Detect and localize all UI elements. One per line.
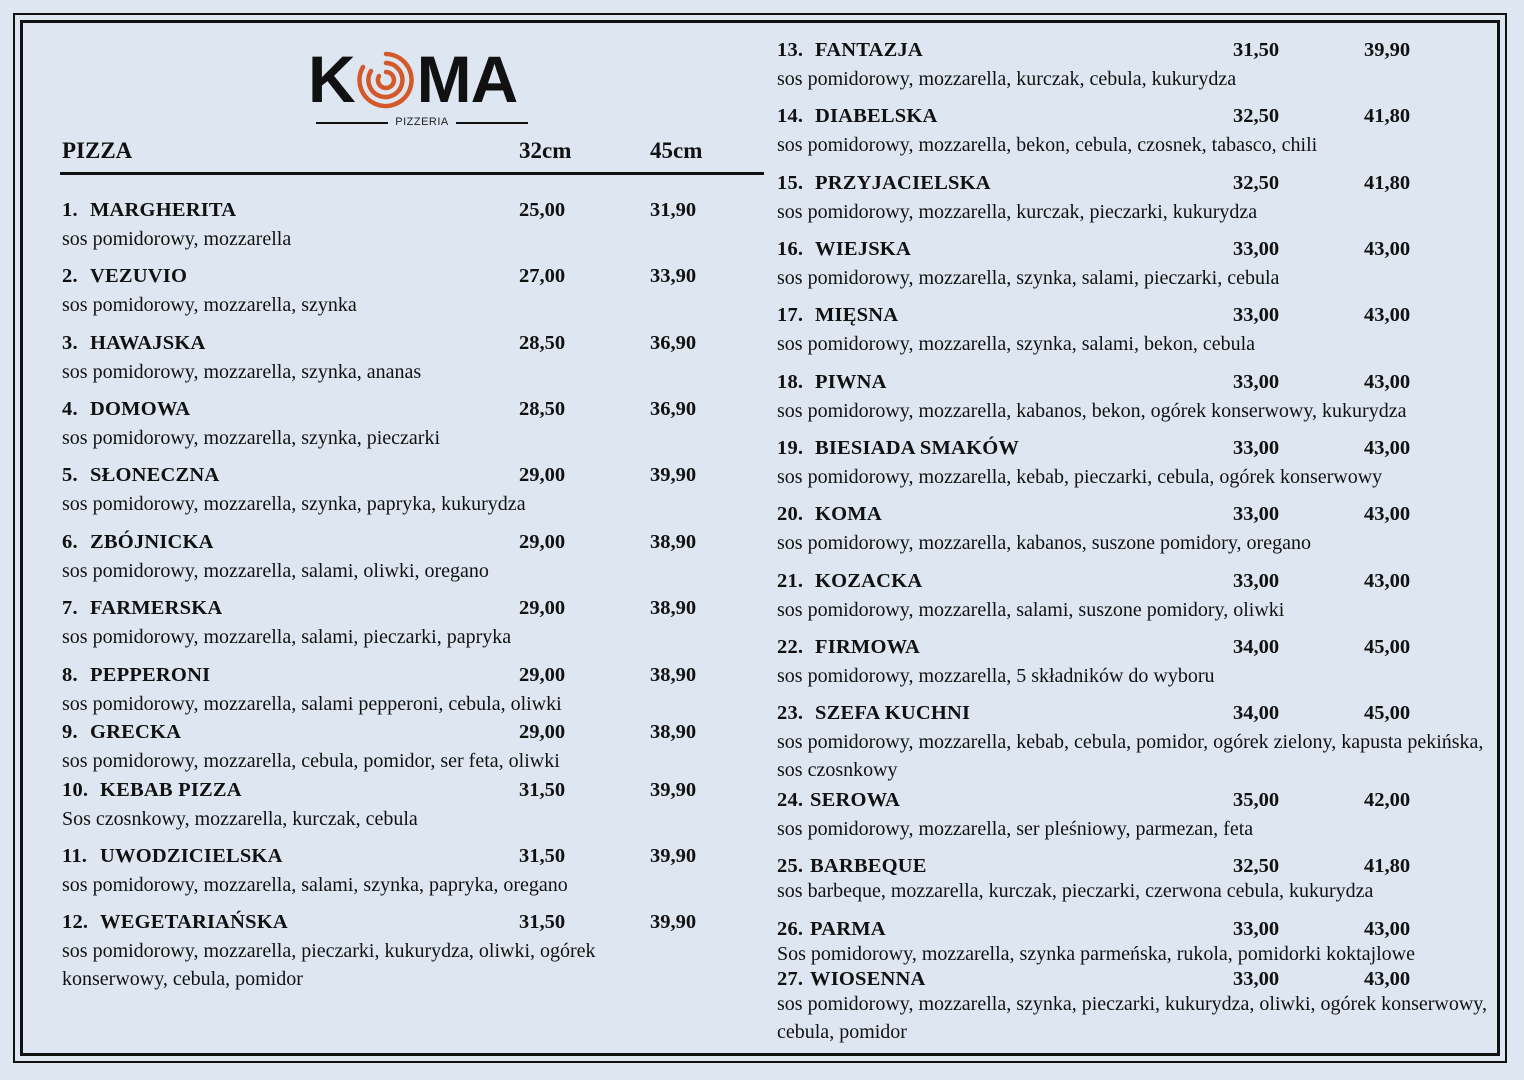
- price-32cm: 25,00: [519, 199, 566, 221]
- item-ingredients: sos pomidorowy, mozzarella, salami pepperoni, cebula, oliwki: [62, 693, 562, 715]
- item-number: 4.: [62, 398, 78, 420]
- item-number: 10.: [62, 779, 89, 801]
- item-number: 11.: [62, 845, 88, 867]
- item-name: GRECKA: [90, 721, 182, 743]
- item-number: 9.: [62, 721, 78, 743]
- logo-subtitle: PIZZERIA: [316, 116, 528, 128]
- item-name: BARBEQUE: [810, 855, 927, 877]
- price-32cm: 29,00: [519, 597, 566, 619]
- price-45cm: 33,90: [650, 265, 697, 287]
- item-name: KOZACKA: [815, 570, 923, 592]
- logo-letters-ma: MA: [416, 42, 518, 116]
- price-32cm: 28,50: [519, 398, 566, 420]
- item-number: 8.: [62, 664, 78, 686]
- price-32cm: 34,00: [1233, 702, 1280, 724]
- price-32cm: 33,00: [1233, 570, 1280, 592]
- price-45cm: 39,90: [650, 464, 697, 486]
- price-32cm: 31,50: [519, 845, 566, 867]
- price-32cm: 29,00: [519, 664, 566, 686]
- item-name: FANTAZJA: [815, 39, 923, 61]
- price-45cm: 39,90: [650, 911, 697, 933]
- price-45cm: 39,90: [1364, 39, 1411, 61]
- price-45cm: 38,90: [650, 721, 697, 743]
- price-45cm: 43,00: [1364, 437, 1411, 459]
- price-45cm: 43,00: [1364, 503, 1411, 525]
- item-number: 14.: [777, 105, 804, 127]
- item-ingredients: sos pomidorowy, mozzarella, kurczak, cebula, kukurydza: [777, 68, 1237, 90]
- price-45cm: 39,90: [650, 845, 697, 867]
- item-number: 7.: [62, 597, 78, 619]
- price-32cm: 35,00: [1233, 789, 1280, 811]
- price-45cm: 38,90: [650, 531, 697, 553]
- item-name: WEGETARIAŃSKA: [100, 911, 288, 933]
- price-32cm: 27,00: [519, 265, 566, 287]
- item-number: 20.: [777, 503, 804, 525]
- price-32cm: 33,00: [1233, 503, 1280, 525]
- price-32cm: 32,50: [1233, 105, 1280, 127]
- item-ingredients: sos pomidorowy, mozzarella, salami, oliwki, oregano: [62, 560, 489, 582]
- item-name: ZBÓJNICKA: [90, 531, 214, 553]
- logo-spiral-o-icon: [355, 49, 417, 111]
- price-45cm: 36,90: [650, 398, 697, 420]
- item-name: BIESIADA SMAKÓW: [815, 437, 1020, 459]
- item-ingredients: sos pomidorowy, mozzarella, szynka: [62, 294, 357, 316]
- item-ingredients: sos pomidorowy, mozzarella, bekon, cebula, czosnek, tabasco, chili: [777, 134, 1318, 156]
- item-number: 5.: [62, 464, 78, 486]
- item-ingredients: sos pomidorowy, mozzarella, 5 składników do wyboru: [777, 665, 1215, 687]
- price-32cm: 33,00: [1233, 304, 1280, 326]
- header-divider: [60, 172, 764, 175]
- item-name: MARGHERITA: [90, 199, 237, 221]
- item-ingredients: sos pomidorowy, mozzarella, pieczarki, kukurydza, oliwki, ogórek konserwowy, cebula, pomidor: [62, 940, 596, 990]
- item-name: FIRMOWA: [815, 636, 921, 658]
- logo-wordmark: [308, 44, 517, 114]
- item-name: PRZYJACIELSKA: [815, 172, 991, 194]
- price-32cm: 32,50: [1233, 172, 1280, 194]
- price-45cm: 39,90: [650, 779, 697, 801]
- price-45cm: 43,00: [1364, 371, 1411, 393]
- item-ingredients: sos pomidorowy, mozzarella, salami, pieczarki, papryka: [62, 626, 512, 648]
- item-ingredients: sos pomidorowy, mozzarella, cebula, pomidor, ser feta, oliwki: [62, 750, 560, 772]
- item-ingredients: sos pomidorowy, mozzarella, szynka, salami, pieczarki, cebula: [777, 267, 1280, 289]
- item-number: 16.: [777, 238, 804, 260]
- price-32cm: 29,00: [519, 721, 566, 743]
- item-number: 23.: [777, 702, 804, 724]
- price-32cm: 31,50: [1233, 39, 1280, 61]
- item-name: PARMA: [810, 918, 886, 940]
- price-32cm: 32,50: [1233, 855, 1280, 877]
- item-name: SZEFA KUCHNI: [815, 702, 971, 724]
- price-45cm: 31,90: [650, 199, 697, 221]
- price-32cm: 28,50: [519, 332, 566, 354]
- price-32cm: 29,00: [519, 464, 566, 486]
- item-name: DIABELSKA: [815, 105, 938, 127]
- price-32cm: 33,00: [1233, 968, 1280, 990]
- price-45cm: 43,00: [1364, 968, 1411, 990]
- logo-letter-k: K: [308, 42, 355, 116]
- size-45-heading: 45cm: [650, 138, 703, 163]
- koma-logo: [308, 44, 528, 128]
- price-45cm: 45,00: [1364, 702, 1411, 724]
- item-number: 22.: [777, 636, 804, 658]
- price-45cm: 41,80: [1364, 172, 1411, 194]
- item-name: UWODZICIELSKA: [100, 845, 283, 867]
- item-ingredients: sos pomidorowy, mozzarella, szynka, pieczarki, kukurydza, oliwki, ogórek konserwowy, cebula, pomidor: [777, 993, 1487, 1043]
- item-name: WIEJSKA: [815, 238, 911, 260]
- price-32cm: 33,00: [1233, 371, 1280, 393]
- item-ingredients: sos pomidorowy, mozzarella, salami, szynka, papryka, oregano: [62, 874, 568, 896]
- price-32cm: 29,00: [519, 531, 566, 553]
- price-32cm: 33,00: [1233, 918, 1280, 940]
- item-name: SEROWA: [810, 789, 901, 811]
- price-32cm: 34,00: [1233, 636, 1280, 658]
- item-ingredients: sos pomidorowy, mozzarella, kabanos, bekon, ogórek konserwowy, kukurydza: [777, 400, 1407, 422]
- item-number: 19.: [777, 437, 804, 459]
- price-45cm: 41,80: [1364, 105, 1411, 127]
- item-name: DOMOWA: [90, 398, 191, 420]
- item-ingredients: sos pomidorowy, mozzarella, ser pleśniowy, parmezan, feta: [777, 818, 1254, 840]
- item-number: 3.: [62, 332, 78, 354]
- item-ingredients: sos pomidorowy, mozzarella, kebab, pieczarki, cebula, ogórek konserwowy: [777, 466, 1383, 488]
- price-45cm: 43,00: [1364, 570, 1411, 592]
- price-32cm: 31,50: [519, 911, 566, 933]
- item-number: 6.: [62, 531, 78, 553]
- price-45cm: 45,00: [1364, 636, 1411, 658]
- item-name: SŁONECZNA: [90, 464, 220, 486]
- price-45cm: 38,90: [650, 597, 697, 619]
- item-name: PIWNA: [815, 371, 887, 393]
- item-ingredients: sos pomidorowy, mozzarella, salami, suszone pomidory, oliwki: [777, 599, 1285, 621]
- item-name: VEZUVIO: [90, 265, 188, 287]
- item-number: 27.: [777, 968, 804, 990]
- item-number: 24.: [777, 789, 804, 811]
- price-32cm: 31,50: [519, 779, 566, 801]
- size-32-heading: 32cm: [519, 138, 572, 163]
- item-ingredients: sos pomidorowy, mozzarella, szynka, ananas: [62, 361, 422, 383]
- price-45cm: 41,80: [1364, 855, 1411, 877]
- item-name: WIOSENNA: [810, 968, 926, 990]
- item-ingredients: sos pomidorowy, mozzarella, kabanos, suszone pomidory, oregano: [777, 532, 1311, 554]
- category-heading: PIZZA: [62, 138, 133, 163]
- item-number: 26.: [777, 918, 804, 940]
- item-number: 2.: [62, 265, 78, 287]
- item-ingredients: sos barbeque, mozzarella, kurczak, pieczarki, czerwona cebula, kukurydza: [777, 880, 1374, 902]
- item-ingredients: sos pomidorowy, mozzarella, szynka, papryka, kukurydza: [62, 493, 526, 515]
- item-ingredients: Sos pomidorowy, mozzarella, szynka parmeńska, rukola, pomidorki koktajlowe: [777, 943, 1415, 965]
- item-ingredients: sos pomidorowy, mozzarella, kebab, cebula, pomidor, ogórek zielony, kapusta pekińska, sos czosnkowy: [777, 731, 1484, 781]
- item-name: KEBAB PIZZA: [100, 779, 242, 801]
- price-45cm: 38,90: [650, 664, 697, 686]
- item-ingredients: sos pomidorowy, mozzarella, kurczak, pieczarki, kukurydza: [777, 201, 1258, 223]
- item-ingredients: Sos czosnkowy, mozzarella, kurczak, cebula: [62, 808, 418, 830]
- item-name: KOMA: [815, 503, 882, 525]
- item-name: PEPPERONI: [90, 664, 211, 686]
- item-name: HAWAJSKA: [90, 332, 206, 354]
- item-name: MIĘSNA: [815, 304, 899, 326]
- item-ingredients: sos pomidorowy, mozzarella, szynka, pieczarki: [62, 427, 441, 449]
- price-45cm: 43,00: [1364, 304, 1411, 326]
- item-number: 21.: [777, 570, 804, 592]
- item-number: 18.: [777, 371, 804, 393]
- price-32cm: 33,00: [1233, 238, 1280, 260]
- item-number: 17.: [777, 304, 804, 326]
- item-name: FARMERSKA: [90, 597, 223, 619]
- item-number: 1.: [62, 199, 78, 221]
- item-number: 12.: [62, 911, 89, 933]
- item-number: 13.: [777, 39, 804, 61]
- price-45cm: 43,00: [1364, 238, 1411, 260]
- item-number: 15.: [777, 172, 804, 194]
- price-45cm: 43,00: [1364, 918, 1411, 940]
- item-ingredients: sos pomidorowy, mozzarella, szynka, salami, bekon, cebula: [777, 333, 1256, 355]
- item-number: 25.: [777, 855, 804, 877]
- price-45cm: 36,90: [650, 332, 697, 354]
- price-32cm: 33,00: [1233, 437, 1280, 459]
- price-45cm: 42,00: [1364, 789, 1411, 811]
- item-ingredients: sos pomidorowy, mozzarella: [62, 228, 292, 250]
